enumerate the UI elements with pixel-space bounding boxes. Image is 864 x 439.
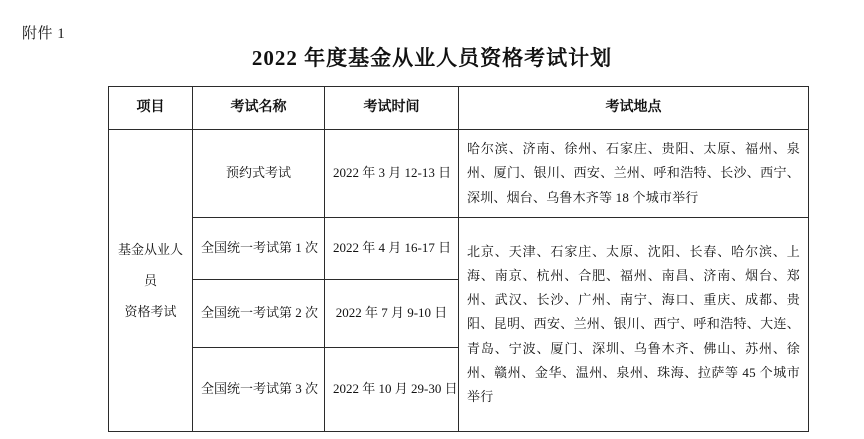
exam-plan-table — [108, 86, 809, 432]
table-row — [109, 130, 809, 218]
cell-exam-place: 哈尔滨、济南、徐州、石家庄、贵阳、太原、福州、泉州、厦门、银川、西安、兰州、呼和浩特、长沙、西宁、深圳、烟台、乌鲁木齐等 18 个城市举行 — [459, 130, 809, 218]
item-category-line-1: 基金从业人员 — [117, 241, 183, 288]
cell-exam-time: 2022 年 3 月 12-13 日 — [325, 130, 459, 218]
cell-exam-time: 2022 年 7 月 9-10 日 — [325, 280, 459, 348]
cell-exam-name: 全国统一考试第 2 次 — [193, 280, 325, 348]
exam-plan-table-wrapper — [108, 86, 808, 432]
attachment-label: 附件 1 — [22, 26, 66, 42]
cell-exam-name: 全国统一考试第 3 次 — [193, 348, 325, 432]
page-title: 2022 年度基金从业人员资格考试计划 — [251, 46, 613, 70]
cell-exam-name: 全国统一考试第 1 次 — [193, 218, 325, 280]
cell-exam-time: 2022 年 4 月 16-17 日 — [325, 218, 459, 280]
column-header-item: 项目 — [109, 87, 193, 130]
column-header-exam-time: 考试时间 — [325, 87, 459, 130]
column-header-exam-place: 考试地点 — [459, 87, 809, 130]
column-header-exam-name: 考试名称 — [193, 87, 325, 130]
table-header-row — [109, 87, 809, 130]
table-row — [109, 218, 809, 280]
item-category-line-2: 资格考试 — [124, 304, 177, 320]
cell-item-category — [109, 130, 193, 432]
cell-exam-name: 预约式考试 — [193, 130, 325, 218]
cell-exam-place-merged: 北京、天津、石家庄、太原、沈阳、长春、哈尔滨、上海、南京、杭州、合肥、福州、南昌、济南、烟台、郑州、武汉、长沙、广州、南宁、海口、重庆、成都、贵阳、昆明、西安、兰州、银川、西宁、呼和浩特、大连、青岛、宁波、厦门、深圳、乌鲁木齐、佛山、苏州、徐州、赣州、金华、温州、泉州、珠海、拉萨等 45 个城市举行 — [459, 218, 809, 432]
cell-exam-time: 2022 年 10 月 29-30 日 — [325, 348, 459, 432]
